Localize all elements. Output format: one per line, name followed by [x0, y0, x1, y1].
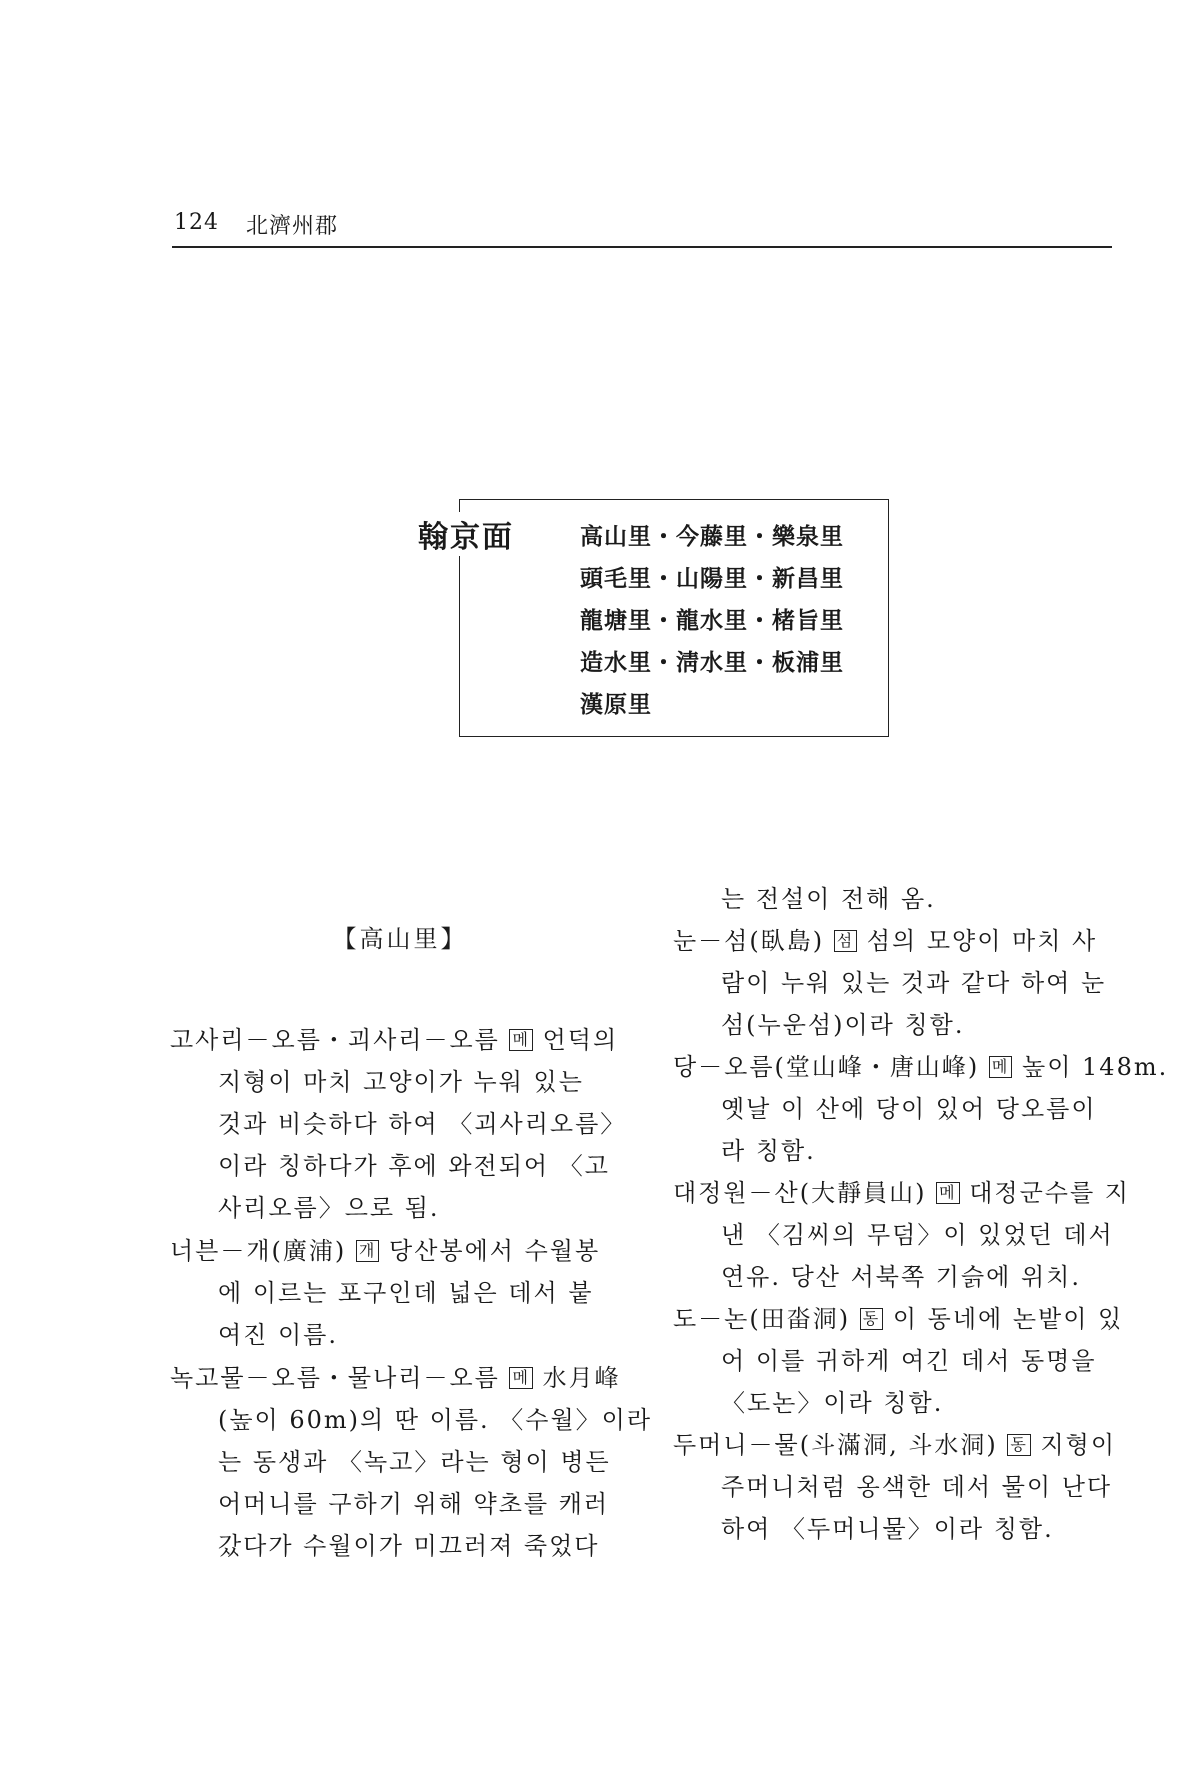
- entry-first-line: [673, 920, 1106, 962]
- dictionary-entry: [673, 1172, 1130, 1298]
- entry-category-tag: 섬: [834, 930, 857, 952]
- entry-line: 하여 〈두머니물〉이라 칭함.: [721, 1515, 1054, 1543]
- entry-line: 람이 누워 있는 것과 같다 하여 눈: [721, 969, 1107, 997]
- entry-headword: 고사리－오름・괴사리－오름: [170, 1026, 500, 1054]
- entry-first-line: [170, 1019, 626, 1061]
- entry-category-tag: 동: [1007, 1434, 1030, 1456]
- page-number: 124: [174, 210, 219, 235]
- entry-text: 높이 148m.: [1022, 1053, 1169, 1081]
- entry-line: 지형이 마치 고양이가 누워 있는: [218, 1068, 584, 1096]
- entry-headword: 너븐－개(廣浦): [170, 1237, 347, 1265]
- entry-line: 연유. 당산 서북쪽 기슭에 위치.: [721, 1263, 1081, 1291]
- entry-headword: 두머니－물(斗滿洞, 斗水洞): [673, 1431, 998, 1459]
- entry-text: 당산봉에서 수월봉: [389, 1237, 601, 1265]
- page-header: [172, 206, 1112, 248]
- entry-line: 〈도논〉이라 칭함.: [721, 1389, 944, 1417]
- village-line: 造水里・淸水里・板浦里: [580, 650, 844, 676]
- entry-first-line: [170, 1230, 600, 1272]
- dictionary-entry: [673, 1424, 1116, 1550]
- dictionary-entry: [673, 920, 1106, 1046]
- section-heading: 【高山里】: [332, 925, 468, 953]
- dictionary-entry: [673, 1298, 1123, 1424]
- entry-line: 낸 〈김씨의 무덤〉이 있었던 데서: [721, 1221, 1114, 1249]
- dictionary-entry-continued: [673, 878, 936, 920]
- entry-line: 섬(누운섬)이라 칭함.: [721, 1011, 965, 1039]
- dictionary-entry: [170, 1357, 652, 1567]
- entry-text: 水月峰: [542, 1364, 621, 1392]
- entry-category-tag: 메: [989, 1056, 1012, 1078]
- entry-line: 어 이를 귀하게 여긴 데서 동명을: [721, 1347, 1097, 1375]
- running-title: 北濟州郡: [246, 214, 339, 239]
- entry-line: 여진 이름.: [218, 1321, 338, 1349]
- entry-line: 에 이르는 포구인데 넓은 데서 붙: [218, 1279, 594, 1307]
- entry-headword: 녹고물－오름・물나리－오름: [170, 1364, 500, 1392]
- entry-text: 언덕의: [542, 1026, 619, 1054]
- entry-text: 지형이: [1040, 1431, 1117, 1459]
- entry-headword: 당－오름(堂山峰・唐山峰): [673, 1053, 980, 1081]
- village-line: 龍塘里・龍水里・楮旨里: [580, 608, 844, 634]
- entry-line: 는 전설이 전해 옴.: [721, 885, 936, 913]
- dictionary-entry: [170, 1019, 626, 1229]
- entry-first-line: [673, 1172, 1130, 1214]
- entry-category-tag: 메: [509, 1029, 532, 1051]
- entry-line: 갔다가 수월이가 미끄러져 죽었다: [218, 1532, 600, 1560]
- village-list: [580, 516, 844, 726]
- entry-text: 섬의 모양이 마치 사: [866, 927, 1098, 955]
- entry-line: 어머니를 구하기 위해 약초를 캐러: [218, 1490, 610, 1518]
- village-line: 頭毛里・山陽里・新昌里: [580, 566, 844, 592]
- entry-category-tag: 메: [509, 1367, 532, 1389]
- entry-first-line: [673, 1046, 1168, 1088]
- entry-line: 는 동생과 〈녹고〉라는 형이 병든: [218, 1448, 611, 1476]
- entry-text: 이 동네에 논밭이 있: [892, 1305, 1124, 1333]
- dictionary-entry: [170, 1230, 600, 1356]
- entry-text: 대정군수를 지: [969, 1179, 1130, 1207]
- entry-headword: 도－논(田畓洞): [673, 1305, 851, 1333]
- entry-line: 옛날 이 산에 당이 있어 당오름이: [721, 1095, 1097, 1123]
- dictionary-entry: [673, 1046, 1168, 1172]
- entry-headword: 대정원－산(大靜員山): [673, 1179, 927, 1207]
- entry-line: (높이 60m)의 딴 이름. 〈수월〉이라: [218, 1406, 653, 1434]
- entry-line: 라 칭함.: [721, 1137, 816, 1165]
- entry-first-line: [673, 1298, 1123, 1340]
- entry-line: 사리오름〉으로 됨.: [218, 1194, 440, 1222]
- entry-line: 것과 비슷하다 하여 〈괴사리오름〉: [218, 1110, 627, 1138]
- entry-headword: 눈－섬(臥島): [673, 927, 825, 955]
- entry-category-tag: 메: [936, 1182, 959, 1204]
- myeon-name: 翰京面: [414, 512, 518, 556]
- entry-first-line: [673, 1424, 1116, 1466]
- village-line: 漢原里: [580, 692, 652, 718]
- village-line: 高山里・今藤里・樂泉里: [580, 524, 844, 550]
- entry-category-tag: 동: [860, 1308, 883, 1330]
- entry-line: 이라 칭하다가 후에 와전되어 〈고: [218, 1152, 610, 1180]
- villages-box: [418, 499, 889, 737]
- entry-line: 주머니처럼 옹색한 데서 물이 난다: [721, 1473, 1113, 1501]
- entry-category-tag: 개: [356, 1240, 379, 1262]
- entry-first-line: [170, 1357, 652, 1399]
